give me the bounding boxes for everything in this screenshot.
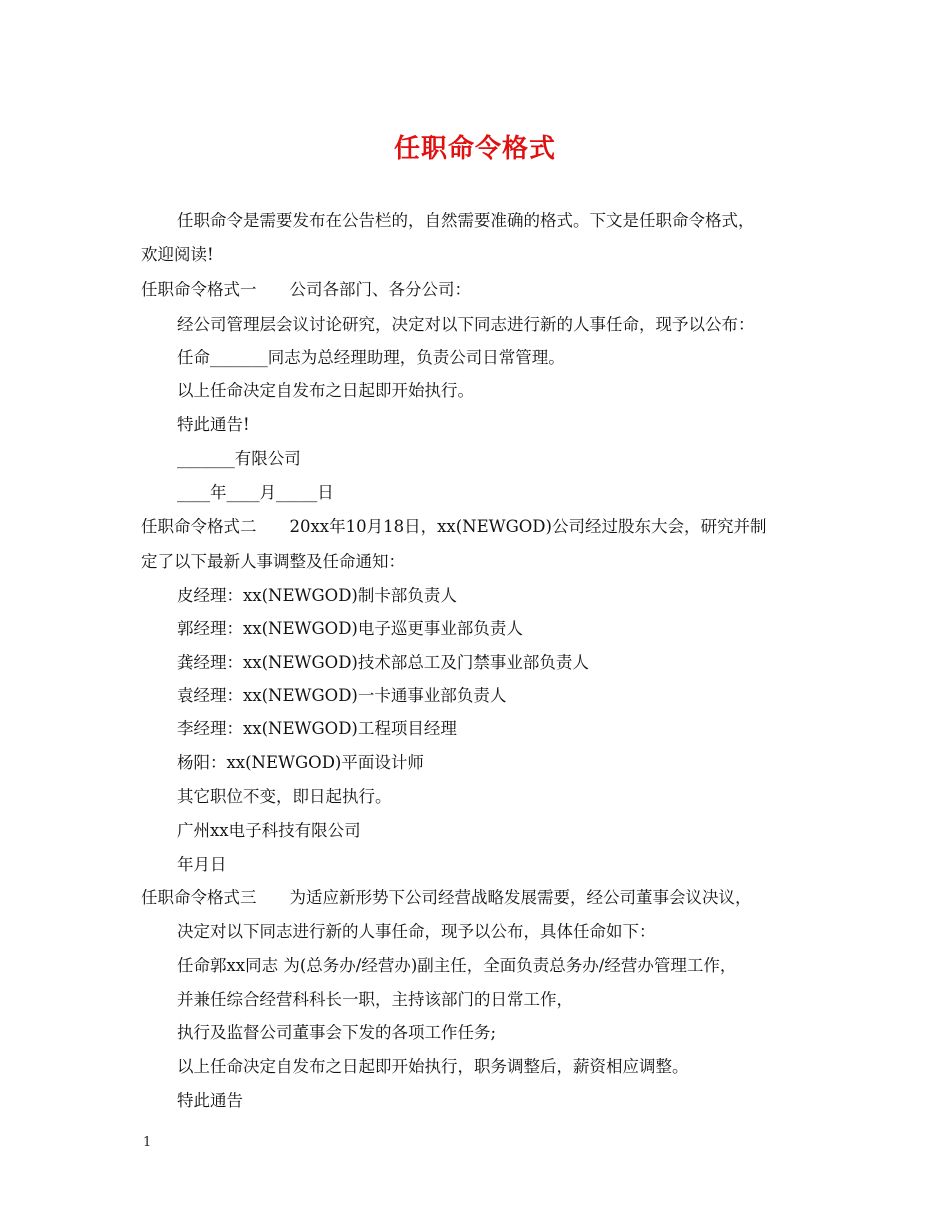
document-title: 任职命令格式 bbox=[393, 134, 556, 164]
paragraph-line: ____年____月_____日 bbox=[177, 483, 334, 502]
section-heading-2: 任职命令格式二 20xx年10月18日，xx(NEWGOD)公司经过股东大会，研究并制 bbox=[141, 517, 767, 536]
list-item: 袁经理：xx(NEWGOD)一卡通事业部负责人 bbox=[177, 686, 507, 705]
paragraph-line: 并兼任综合经营科科长一职，主持该部门的日常工作， bbox=[177, 990, 573, 1009]
paragraph-line: _______有限公司 bbox=[177, 449, 301, 468]
paragraph-line: 经公司管理层会议讨论研究，决定对以下同志进行新的人事任命，现予以公布： bbox=[177, 315, 755, 334]
list-item: 皮经理：xx(NEWGOD)制卡部负责人 bbox=[177, 586, 457, 605]
section-heading-3: 任职命令格式三 为适应新形势下公司经营战略发展需要，经公司董事会议决议， bbox=[141, 888, 752, 907]
paragraph-line: 欢迎阅读! bbox=[141, 245, 214, 264]
paragraph-line: 特此通告 bbox=[177, 1091, 243, 1110]
list-item: 郭经理：xx(NEWGOD)电子巡更事业部负责人 bbox=[177, 619, 523, 638]
paragraph-line: 任命_______同志为总经理助理，负责公司日常管理。 bbox=[177, 348, 565, 367]
paragraph-line: 决定对以下同志进行新的人事任命，现予以公布，具体任命如下： bbox=[177, 922, 656, 941]
paragraph-line: 执行及监督公司董事会下发的各项工作任务; bbox=[177, 1023, 497, 1042]
list-item: 龚经理：xx(NEWGOD)技术部总工及门禁事业部负责人 bbox=[177, 653, 589, 672]
list-item: 杨阳：xx(NEWGOD)平面设计师 bbox=[177, 753, 424, 772]
paragraph-line: 年月日 bbox=[177, 855, 227, 874]
paragraph-line: 任命郭xx同志 为(总务办/经营办)副主任，全面负责总务办/经营办管理工作， bbox=[177, 956, 737, 975]
paragraph-line: 任职命令是需要发布在公告栏的，自然需要准确的格式。下文是任职命令格式， bbox=[177, 211, 755, 230]
page-number: 1 bbox=[143, 1135, 152, 1150]
list-item: 李经理：xx(NEWGOD)工程项目经理 bbox=[177, 719, 457, 738]
paragraph-line: 其它职位不变，即日起执行。 bbox=[177, 787, 392, 806]
section-heading-1: 任职命令格式一 公司各部门、各分公司： bbox=[141, 280, 471, 299]
paragraph-line: 特此通告! bbox=[177, 415, 250, 434]
paragraph-line: 以上任命决定自发布之日起即开始执行，职务调整后，薪资相应调整。 bbox=[177, 1057, 689, 1076]
paragraph-line: 广州xx电子科技有限公司 bbox=[177, 821, 361, 840]
paragraph-line: 定了以下最新人事调整及任命通知： bbox=[141, 552, 405, 571]
paragraph-line: 以上任命决定自发布之日起即开始执行。 bbox=[177, 381, 474, 400]
